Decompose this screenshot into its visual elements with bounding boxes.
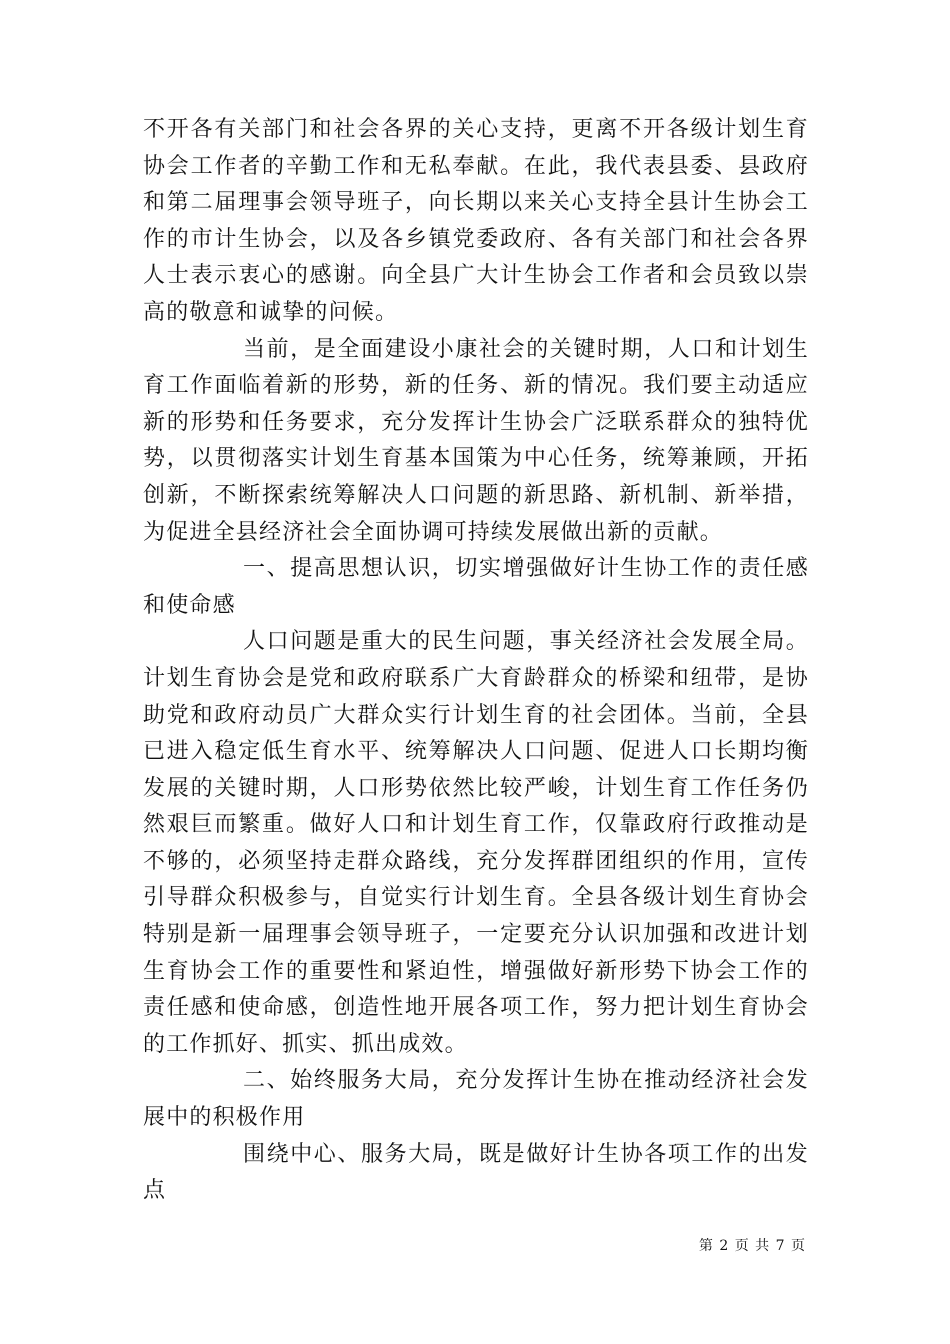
paragraph-serve-overall: 围绕中心、服务大局，既是做好计生协各项工作的出发点 <box>143 1141 809 1204</box>
paragraph-current-situation: 当前，是全面建设小康社会的关键时期，人口和计划生育工作面临着新的形势，新的任务、新的情况。我们要主动适应新的形势和任务要求，充分发挥计生协会广泛联系群众的独特优势，以贯彻落实计划生育基本国策为中心任务，统筹兼顾，开拓创新，不断探索统筹解决人口问题的新思路、新机制、新举措，为促进全县经济社会全面协调可持续发展做出新的贡献。 <box>143 336 809 545</box>
document-body <box>143 112 809 1210</box>
paragraph-population-issue: 人口问题是重大的民生问题，事关经济社会发展全局。计划生育协会是党和政府联系广大育龄群众的桥梁和纽带，是协助党和政府动员广大群众实行计划生育的社会团体。当前，全县已进入稳定低生育水平、统筹解决人口问题、促进人口长期均衡发展的关键时期，人口形势依然比较严峻，计划生育工作任务仍然艰巨而繁重。做好人口和计划生育工作，仅靠政府行政推动是不够的，必须坚持走群众路线，充分发挥群团组织的作用，宣传引导群众积极参与，自觉实行计划生育。全县各级计划生育协会特别是新一届理事会领导班子，一定要充分认识加强和改进计划生育协会工作的重要性和紧迫性，增强做好新形势下协会工作的责任感和使命感，创造性地开展各项工作，努力把计划生育协会的工作抓好、抓实、抓出成效。 <box>143 629 809 1057</box>
section-heading-one: 一、提高思想认识，切实增强做好计生协工作的责任感和使命感 <box>143 556 809 618</box>
section-heading-two: 二、始终服务大局，充分发挥计生协在推动经济社会发展中的积极作用 <box>143 1068 809 1131</box>
paragraph-continued: 不开各有关部门和社会各界的关心支持，更离不开各级计划生育协会工作者的辛勤工作和无私奉献。在此，我代表县委、县政府和第二届理事会领导班子，向长期以来关心支持全县计生协会工作的市计生协会，以及各乡镇党委政府、各有关部门和社会各界人士表示衷心的感谢。向全县广大计生协会工作者和会员致以崇高的敬意和诚挚的问候。 <box>143 117 809 325</box>
page-number: 第 2 页 共 7 页 <box>698 1238 806 1254</box>
